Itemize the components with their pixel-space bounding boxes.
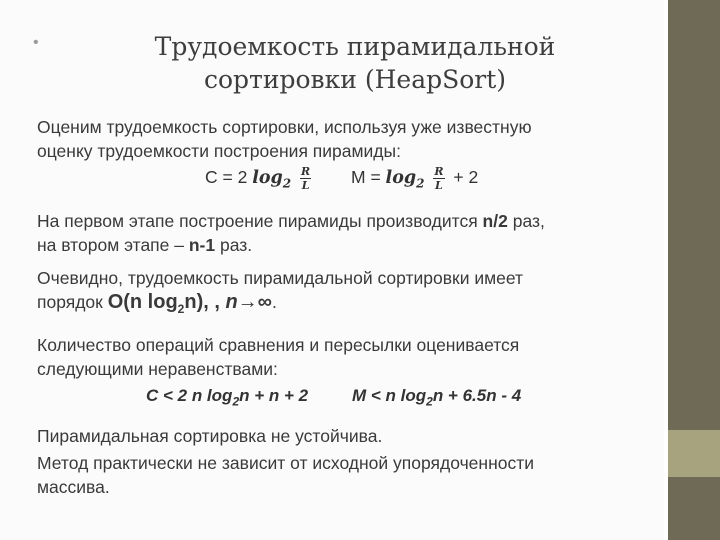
sidebar-bottom-block [664, 477, 720, 540]
paragraph-2-line-2 [37, 233, 545, 257]
order-period: . [271, 292, 277, 312]
title-bullet: • [33, 34, 39, 51]
paragraph-3 [37, 266, 523, 321]
inequality-c [146, 386, 308, 408]
formula-m-lhs: M = [351, 167, 381, 188]
p2-text-d: на втором этапе – [37, 235, 189, 255]
formula-m [351, 165, 478, 192]
paragraph-4-line-1: Количество операций сравнения и пересылки оценивается [37, 335, 520, 355]
formula-c-fraction [300, 165, 311, 192]
formula-m-log: log [385, 168, 417, 189]
paragraph-3-line-2 [37, 290, 523, 321]
ineq-c-sub: 2 [232, 394, 240, 409]
ineq-c-b: n + n + 2 [239, 386, 309, 405]
paragraph-5: Пирамидальная сортировка не устойчива. [37, 426, 383, 446]
paragraph-6-line-2: массива. [37, 477, 110, 497]
p2-text-a: На первом этапе построение пирамиды производится [37, 211, 483, 231]
p2-bold-n2: n/2 [482, 211, 508, 231]
paragraph-1-line-2: оценку трудоемкости построения пирамиды: [37, 141, 401, 161]
p2-bold-n1: n-1 [188, 235, 216, 255]
inequality-m [352, 386, 521, 408]
sidebar-divider [664, 0, 668, 540]
paragraph-4 [37, 333, 519, 381]
ineq-m-b: n + 6.5n - 4 [432, 386, 522, 405]
order-part-b: n), , [184, 291, 220, 313]
sidebar-accent-block [664, 430, 720, 477]
slide-title [60, 30, 650, 96]
formula-m-fraction [433, 165, 444, 192]
formula-m-tail: + 2 [453, 167, 479, 188]
complexity-order [107, 291, 272, 316]
title-line-1: Трудоемкость пирамидальной [154, 32, 556, 61]
p2-text-c: раз, [507, 211, 545, 231]
formula-m-base: 2 [416, 176, 425, 191]
formula-m-denominator: L [435, 179, 443, 192]
paragraph-2 [37, 209, 545, 257]
formula-c-denominator: L [301, 179, 310, 192]
formula-c-lhs: C = 2 [205, 167, 248, 188]
order-part-a: O(n log [107, 291, 178, 313]
formula-c-numerator: R [301, 165, 311, 178]
ineq-c-a: C < 2 n log [146, 386, 233, 405]
paragraph-2-line-1 [37, 209, 545, 233]
sidebar-decoration [664, 0, 720, 540]
paragraph-3-line-1: Очевидно, трудоемкость пирамидальной сортировки имеет [37, 268, 524, 288]
formula-m-numerator: R [434, 165, 444, 178]
paragraph-1 [37, 115, 532, 163]
paragraph-4-line-2: следующими неравенствами: [37, 359, 278, 379]
p3-text-prefix: порядок [37, 292, 108, 312]
order-sub: 2 [177, 302, 185, 316]
ineq-m-sub: 2 [426, 394, 433, 409]
paragraph-6 [37, 451, 534, 499]
formula-c-log: log [252, 168, 283, 189]
order-limit: n→∞ [219, 291, 272, 313]
ineq-m-a: M < n log [352, 386, 427, 405]
paragraph-1-line-1: Оценим трудоемкость сортировки, используя уже известную [37, 117, 532, 137]
formula-c [205, 165, 315, 192]
p2-text-f: раз. [215, 235, 253, 255]
paragraph-6-line-1: Метод практически не зависит от исходной упорядоченности [37, 453, 535, 473]
sidebar-top-block [664, 0, 720, 430]
formula-c-base: 2 [282, 176, 292, 191]
title-line-2: сортировки (HeapSort) [203, 65, 507, 94]
